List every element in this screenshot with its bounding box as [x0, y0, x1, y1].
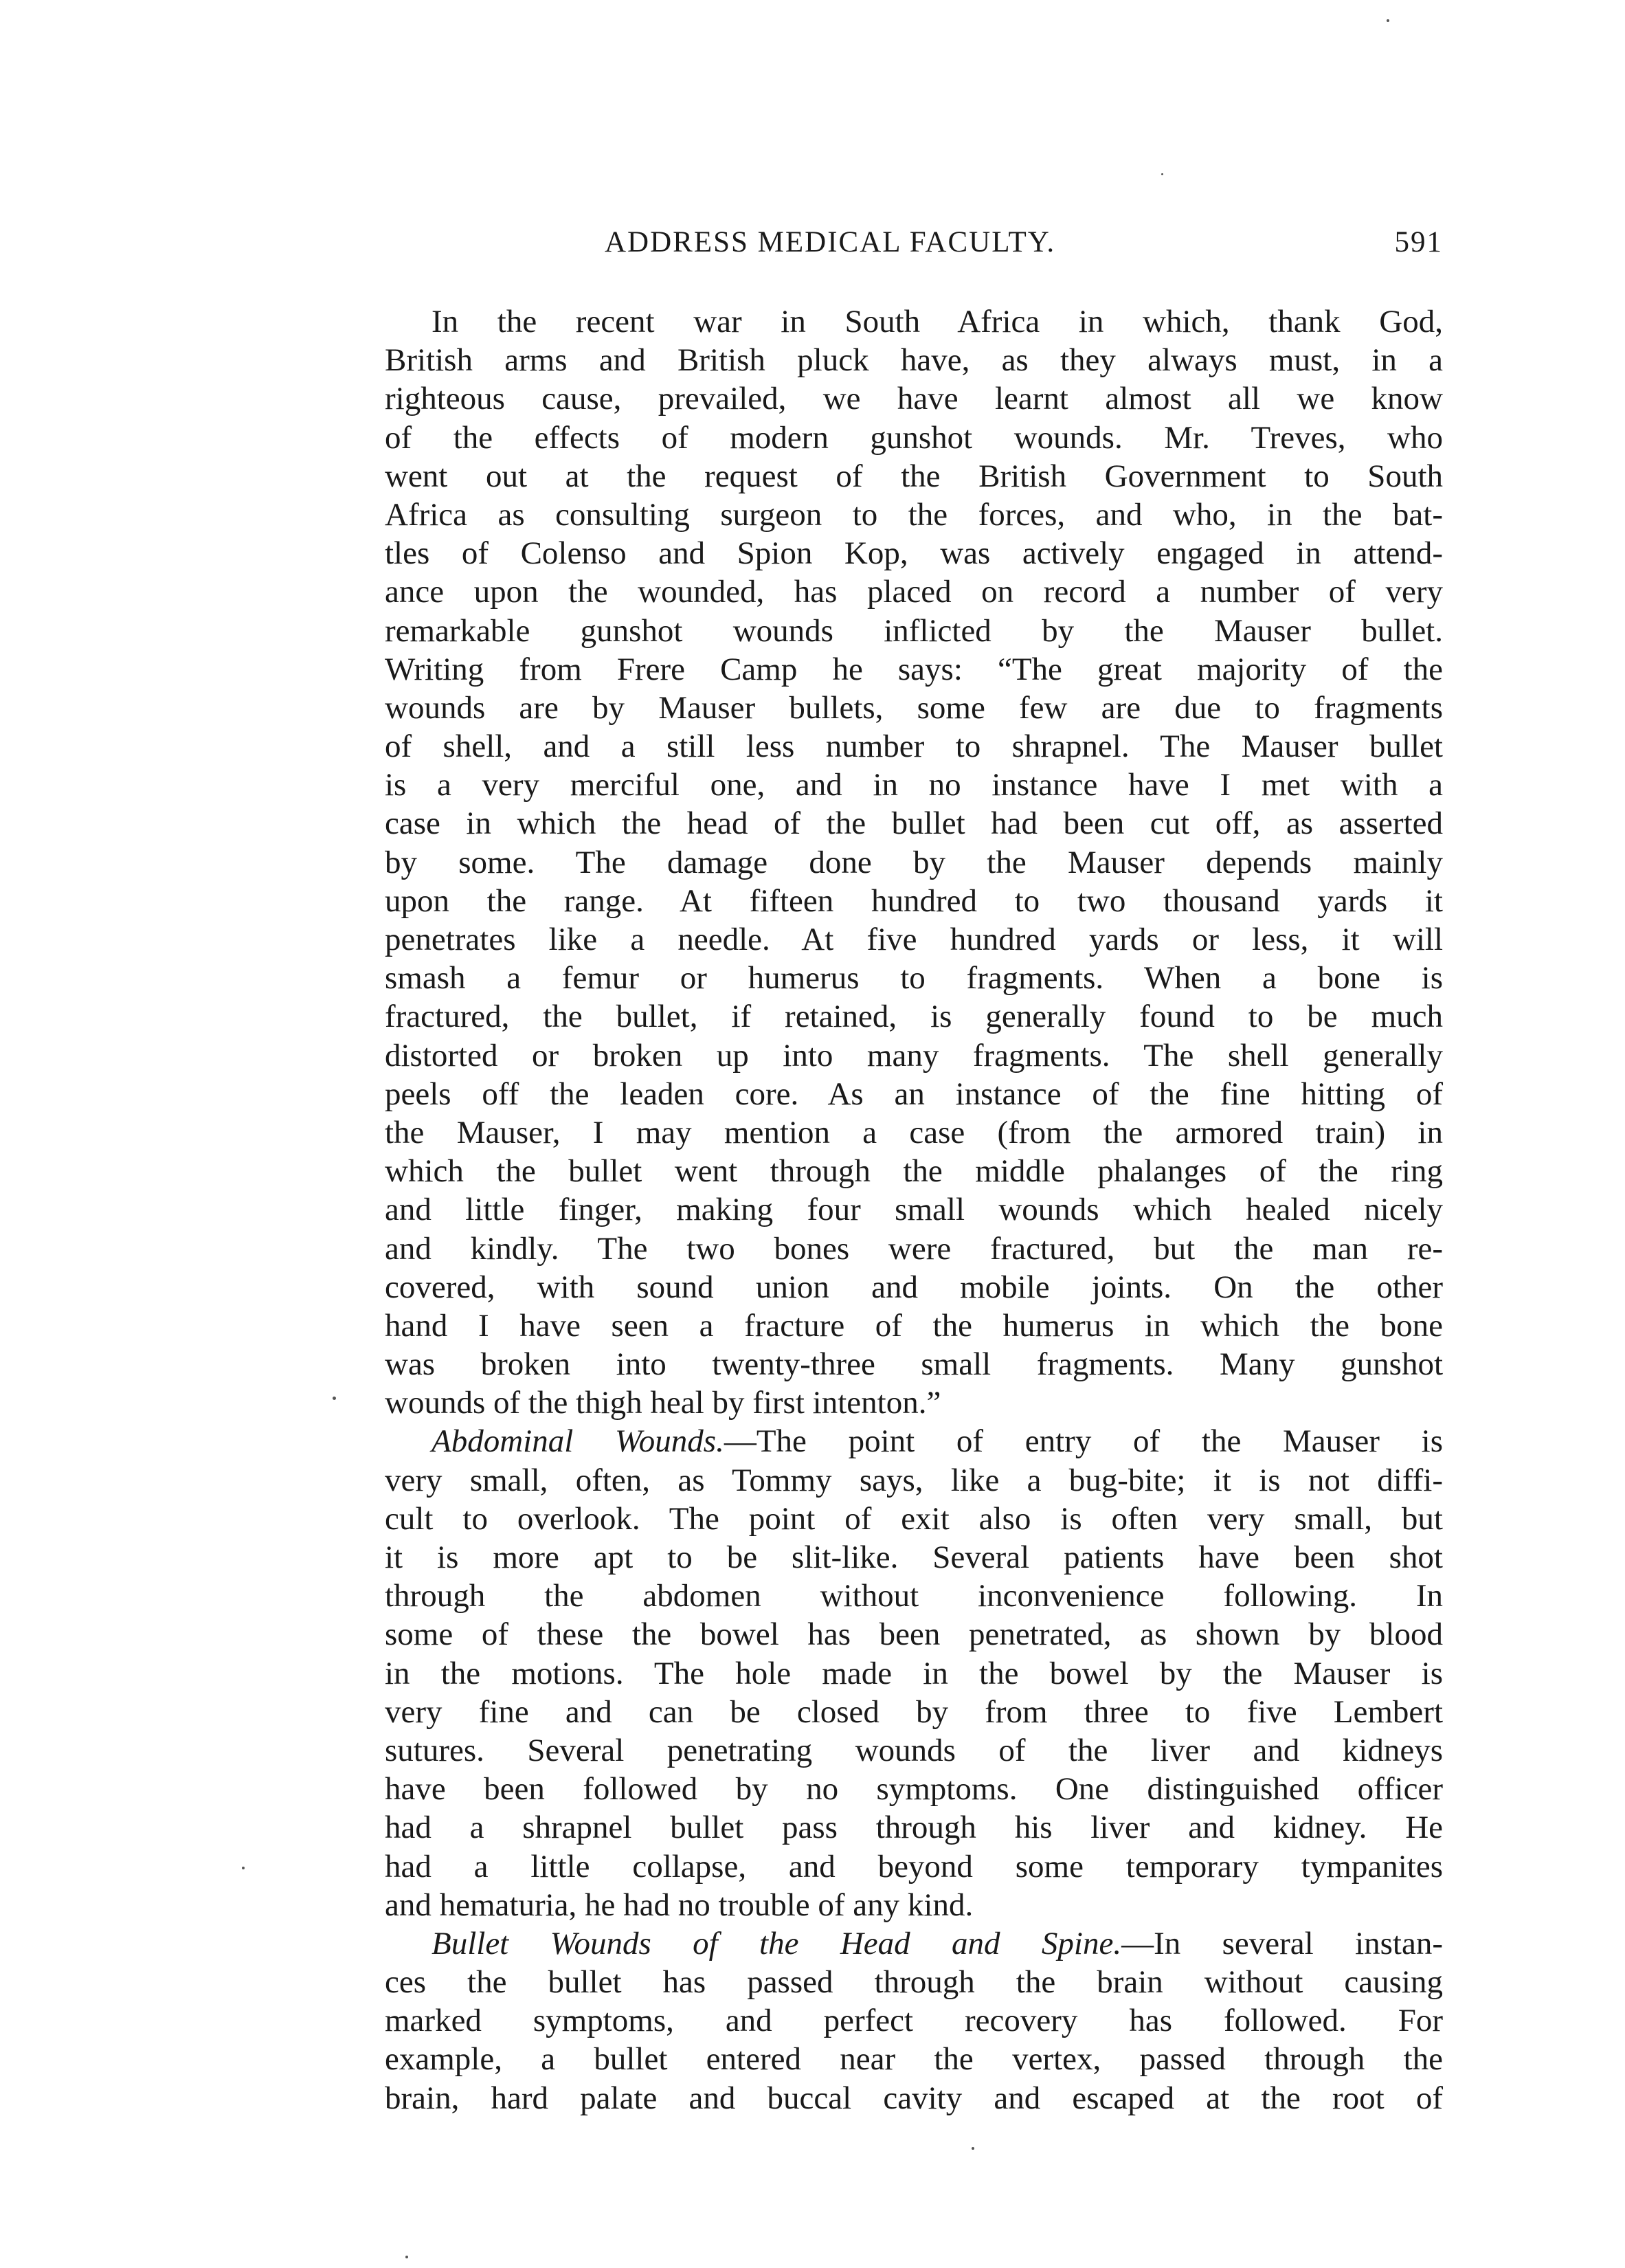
- text-line: [385, 1924, 1443, 1963]
- text-line: covered, with sound union and mobile joints. On the other: [385, 1269, 1443, 1305]
- text-line: very fine and can be closed by from three to five Lembert: [385, 1693, 1443, 1730]
- text-line: fractured, the bullet, if retained, is generally found to be much: [385, 999, 1443, 1035]
- text-line: wounds of the thigh heal by first intenton.”: [385, 1385, 941, 1421]
- text-line: it is more apt to be slit-like. Several patients have been shot: [385, 1539, 1443, 1575]
- text-line: which the bullet went through the middle phalanges of the ring: [385, 1153, 1443, 1190]
- text-line: and kindly. The two bones were fractured, but the man re-: [385, 1230, 1443, 1267]
- scan-speck: [972, 2147, 974, 2150]
- text-line: by some. The damage done by the Mauser depends mainly: [385, 844, 1443, 880]
- text-line: wounds are by Mauser bullets, some few are due to fragments: [385, 689, 1443, 726]
- text-line: British arms and British pluck have, as they always must, in a: [385, 342, 1443, 379]
- page-number: 591: [1394, 226, 1443, 258]
- text-line: had a little collapse, and beyond some temporary tympanites: [385, 1848, 1443, 1885]
- text-line: was broken into twenty-three small fragments. Many gunshot: [385, 1346, 1443, 1383]
- section-heading-head-and-spine: Bullet Wounds of the Head and Spine.: [432, 1925, 1122, 1961]
- text-line: ance upon the wounded, has placed on record a number of very: [385, 574, 1443, 610]
- text-line: In the recent war in South Africa in which, thank God,: [432, 304, 1443, 340]
- body-text: [385, 302, 1443, 2117]
- text-line: in the motions. The hole made in the bowel by the Mauser is: [385, 1655, 1443, 1691]
- text-line: remarkable gunshot wounds inflicted by the Mauser bullet.: [385, 612, 1443, 649]
- text-line: brain, hard palate and buccal cavity and escaped at the root of: [385, 2080, 1443, 2116]
- text-line: very small, often, as Tommy says, like a bug-bite; it is not diffi-: [385, 1462, 1443, 1498]
- paragraph-head-and-spine: [385, 1924, 1443, 2117]
- text-line: sutures. Several penetrating wounds of the liver and kidneys: [385, 1732, 1443, 1768]
- text-line: marked symptoms, and perfect recovery has followed. For: [385, 2003, 1443, 2039]
- heading-line-rest: —The point of entry of the Mauser is: [724, 1423, 1443, 1460]
- text-line: righteous cause, prevailed, we have learnt almost all we know: [385, 381, 1443, 417]
- text-line: tles of Colenso and Spion Kop, was actively engaged in attend-: [385, 535, 1443, 572]
- text-line: is a very merciful one, and in no instance have I met with a: [385, 767, 1443, 803]
- heading-line-rest: —In several instan-: [1121, 1925, 1444, 1961]
- text-line: ces the bullet has passed through the brain without causing: [385, 1964, 1443, 2001]
- text-line: of the effects of modern gunshot wounds. Mr. Treves, who: [385, 419, 1443, 456]
- text-line: and hematuria, he had no trouble of any kind.: [385, 1887, 974, 1923]
- text-line: Writing from Frere Camp he says: “The great majority of the: [385, 651, 1443, 687]
- scan-speck: [1387, 19, 1389, 22]
- text-line: the Mauser, I may mention a case (from the armored train) in: [385, 1114, 1443, 1150]
- text-line: through the abdomen without inconvenience following. In: [385, 1578, 1443, 1614]
- text-line: [385, 1422, 1443, 1460]
- scan-speck: [1161, 173, 1163, 175]
- text-line: and little finger, making four small wounds which healed nicely: [385, 1192, 1443, 1228]
- scan-speck: [405, 2256, 408, 2258]
- text-line: smash a femur or humerus to fragments. When a bone is: [385, 960, 1443, 997]
- section-heading-abdominal-wounds: Abdominal Wounds.: [432, 1423, 724, 1460]
- text-line: hand I have seen a fracture of the humerus in which the bone: [385, 1307, 1443, 1344]
- text-line: penetrates like a needle. At five hundred yards or less, it will: [385, 922, 1443, 957]
- paragraph-south-africa: [385, 302, 1443, 1422]
- text-line: case in which the head of the bullet had been cut off, as asserted: [385, 805, 1443, 842]
- running-head-title: ADDRESS MEDICAL FACULTY.: [605, 226, 1056, 258]
- text-line: cult to overlook. The point of exit also is often very small, but: [385, 1500, 1443, 1537]
- text-line: of shell, and a still less number to shrapnel. The Mauser bullet: [385, 729, 1443, 765]
- text-line: upon the range. At fifteen hundred to two thousand yards it: [385, 882, 1443, 919]
- text-line: peels off the leaden core. As an instance of the fine hitting of: [385, 1076, 1443, 1112]
- paragraph-abdominal-wounds: [385, 1422, 1443, 1924]
- text-line: example, a bullet entered near the vertex, passed through the: [385, 2041, 1443, 2078]
- text-line: distorted or broken up into many fragments. The shell generally: [385, 1037, 1443, 1074]
- running-head: [385, 225, 1443, 267]
- text-line: some of these the bowel has been penetrated, as shown by blood: [385, 1616, 1443, 1653]
- text-line: had a shrapnel bullet pass through his liver and kidney. He: [385, 1810, 1443, 1846]
- text-line: Africa as consulting surgeon to the forces, and who, in the bat-: [385, 496, 1443, 533]
- scan-speck: [333, 1397, 336, 1400]
- text-line: went out at the request of the British Government to South: [385, 458, 1443, 494]
- text-line: have been followed by no symptoms. One distinguished officer: [385, 1771, 1443, 1808]
- scan-speck: [242, 1867, 245, 1869]
